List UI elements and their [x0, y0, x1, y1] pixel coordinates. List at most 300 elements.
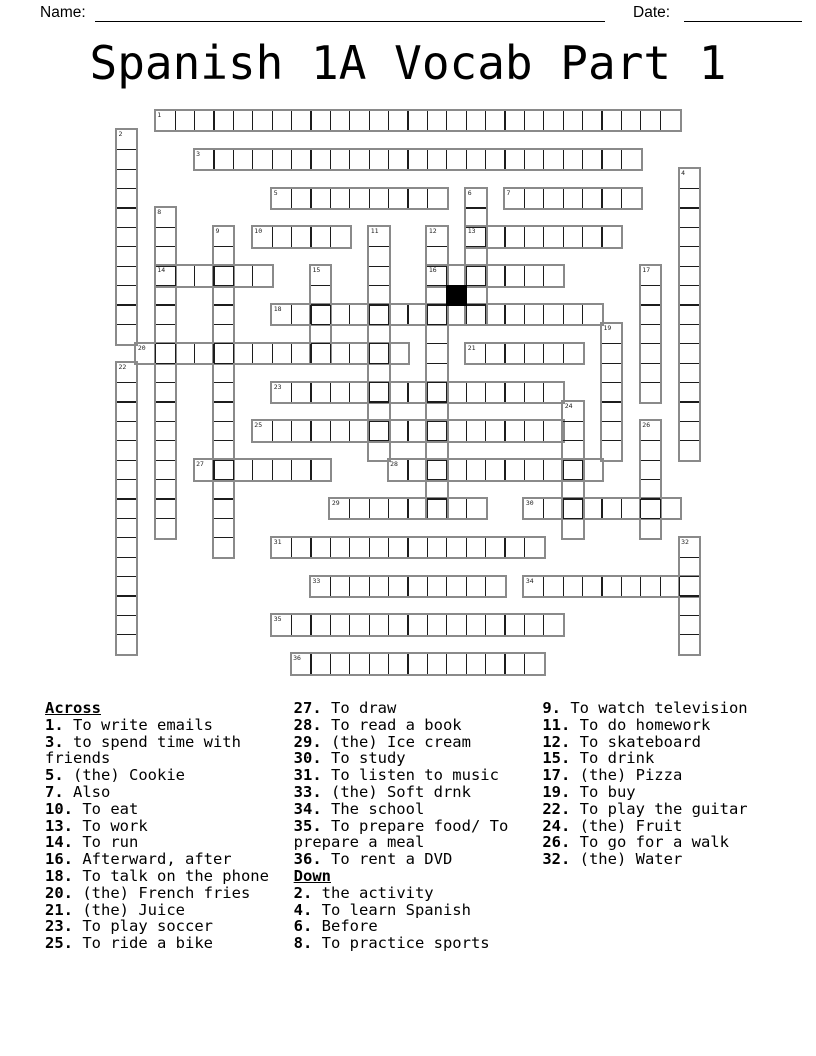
- cell-separator: [407, 654, 408, 673]
- cell-separator: [369, 440, 388, 441]
- cell-number: 36: [293, 654, 301, 663]
- cell-separator: [563, 305, 564, 324]
- cell-separator: [407, 499, 408, 518]
- cell-number: 27: [196, 460, 204, 469]
- word-35-across[interactable]: [270, 613, 565, 636]
- cell-separator: [621, 499, 622, 518]
- cell-separator: [117, 576, 136, 577]
- cell-separator: [214, 440, 233, 441]
- cell-separator: [466, 305, 467, 324]
- cell-separator: [156, 343, 175, 344]
- cell-number: 16: [428, 266, 437, 275]
- cell-separator: [291, 344, 292, 363]
- cell-number: 5: [273, 188, 278, 197]
- cell-separator: [214, 363, 233, 364]
- cell-number: 23: [273, 382, 282, 391]
- cell-separator: [117, 537, 136, 538]
- cell-separator: [291, 383, 292, 402]
- cell-separator: [156, 324, 175, 325]
- cell-separator: [680, 421, 699, 422]
- cell-separator: [310, 538, 311, 557]
- cell-separator: [117, 149, 136, 150]
- cell-separator: [524, 654, 525, 673]
- cell-separator: [582, 150, 583, 169]
- cell-separator: [563, 577, 564, 596]
- cell-separator: [349, 577, 350, 596]
- cell-separator: [213, 266, 214, 285]
- cell-separator: [466, 266, 485, 267]
- cell-separator: [117, 266, 136, 267]
- cell-separator: [582, 189, 583, 208]
- cell-separator: [407, 150, 408, 169]
- cell-separator: [369, 150, 370, 169]
- cell-separator: [407, 305, 408, 324]
- cell-separator: [446, 654, 447, 673]
- clue-across-20: 20. (the) French fries: [45, 883, 251, 902]
- cell-separator: [388, 150, 389, 169]
- cell-separator: [427, 479, 446, 480]
- cell-separator: [466, 285, 485, 286]
- cell-number: 19: [603, 324, 612, 333]
- cell-separator: [504, 460, 505, 479]
- cell-separator: [330, 227, 331, 246]
- clue-across-14: 14. To run: [45, 833, 139, 852]
- cell-separator: [582, 460, 583, 479]
- cell-separator: [369, 383, 370, 402]
- cell-separator: [602, 401, 621, 402]
- cell-separator: [252, 460, 253, 479]
- cell-separator: [175, 111, 176, 130]
- cell-separator: [563, 479, 582, 480]
- cell-separator: [524, 150, 525, 169]
- clue-across-23: 23. To play soccer: [45, 917, 213, 936]
- cell-separator: [330, 383, 331, 402]
- cell-separator: [117, 169, 136, 170]
- cell-separator: [601, 499, 602, 518]
- clue-down-17: 17. (the) Pizza: [542, 766, 683, 785]
- cell-separator: [427, 499, 428, 518]
- cell-separator: [349, 189, 350, 208]
- cell-separator: [524, 460, 525, 479]
- cell-separator: [640, 577, 641, 596]
- cell-separator: [524, 111, 525, 130]
- cell-separator: [427, 577, 428, 596]
- cell-separator: [641, 498, 660, 499]
- cell-separator: [369, 382, 388, 383]
- cell-separator: [602, 382, 621, 383]
- cell-number: 12: [428, 227, 437, 236]
- cell-separator: [485, 344, 486, 363]
- cell-separator: [388, 615, 389, 634]
- cell-separator: [563, 518, 582, 519]
- clue-across-10: 10. To eat: [45, 799, 139, 818]
- cell-separator: [466, 266, 467, 285]
- cell-separator: [680, 246, 699, 247]
- clue-down-6: 6. Before: [293, 917, 378, 936]
- cell-separator: [446, 150, 447, 169]
- cell-separator: [680, 382, 699, 383]
- cell-separator: [485, 227, 486, 246]
- clue-down-9: 9. To watch television: [542, 699, 748, 717]
- cell-separator: [504, 305, 505, 324]
- cell-separator: [349, 499, 350, 518]
- cell-number: 22: [118, 363, 127, 372]
- cell-separator: [291, 189, 292, 208]
- cell-separator: [427, 440, 446, 441]
- cell-separator: [660, 111, 661, 130]
- cell-separator: [543, 615, 544, 634]
- cell-separator: [369, 189, 370, 208]
- cell-number: 20: [137, 343, 146, 352]
- cell-separator: [156, 421, 175, 422]
- cell-separator: [680, 324, 699, 325]
- cell-separator: [641, 440, 660, 441]
- cell-separator: [524, 266, 525, 285]
- cell-separator: [466, 111, 467, 130]
- cell-separator: [524, 538, 525, 557]
- cell-separator: [310, 344, 311, 363]
- cell-separator: [427, 498, 446, 499]
- cell-separator: [330, 615, 331, 634]
- cell-separator: [388, 577, 389, 596]
- cell-separator: [369, 363, 388, 364]
- cell-separator: [117, 304, 136, 305]
- cell-separator: [311, 304, 330, 305]
- cell-separator: [543, 266, 544, 285]
- cell-separator: [485, 577, 486, 596]
- cell-separator: [117, 324, 136, 325]
- cell-separator: [582, 577, 583, 596]
- cell-number: 28: [390, 460, 398, 469]
- cell-separator: [214, 401, 233, 402]
- cell-separator: [213, 460, 214, 479]
- cell-separator: [524, 615, 525, 634]
- cell-separator: [330, 538, 331, 557]
- cell-separator: [349, 654, 350, 673]
- cell-separator: [213, 111, 214, 130]
- cell-separator: [466, 421, 467, 440]
- cell-separator: [601, 111, 602, 130]
- word-2-down[interactable]: [115, 128, 138, 345]
- cell-separator: [680, 285, 699, 286]
- cell-separator: [680, 557, 699, 558]
- cell-number: 6: [467, 188, 472, 197]
- cell-number: 30: [525, 499, 534, 507]
- cell-separator: [291, 150, 292, 169]
- clue-down-32: 32. (the) Water: [542, 850, 683, 869]
- cell-separator: [427, 285, 446, 286]
- cell-separator: [466, 150, 467, 169]
- cell-separator: [543, 305, 544, 324]
- cell-separator: [543, 460, 544, 479]
- cell-separator: [117, 285, 136, 286]
- cell-separator: [233, 266, 234, 285]
- clue-across-13: 13. To work: [45, 816, 148, 835]
- clue-across-31: 31. To listen to music: [293, 766, 499, 785]
- cell-separator: [641, 304, 660, 305]
- cell-separator: [602, 363, 621, 364]
- cell-separator: [427, 421, 446, 422]
- cell-separator: [117, 188, 136, 189]
- cell-separator: [369, 421, 370, 440]
- cell-separator: [156, 363, 175, 364]
- cell-separator: [311, 285, 330, 286]
- cell-separator: [466, 654, 467, 673]
- cell-separator: [543, 383, 544, 402]
- cell-number: 14: [157, 266, 166, 275]
- clue-down-19: 19. To buy: [542, 782, 636, 801]
- cell-separator: [485, 421, 486, 440]
- cell-separator: [310, 111, 311, 130]
- cell-separator: [563, 421, 582, 422]
- cell-separator: [291, 111, 292, 130]
- cell-separator: [563, 440, 582, 441]
- cell-separator: [543, 111, 544, 130]
- clue-down-4: 4. To learn Spanish: [293, 900, 471, 919]
- cell-separator: [388, 499, 389, 518]
- cell-separator: [680, 207, 699, 208]
- cell-separator: [369, 499, 370, 518]
- cell-separator: [601, 227, 602, 246]
- cell-separator: [680, 634, 699, 635]
- cell-separator: [446, 305, 447, 324]
- cell-separator: [621, 150, 622, 169]
- cell-separator: [466, 246, 485, 247]
- cell-separator: [563, 499, 564, 518]
- word-22-down[interactable]: [115, 361, 138, 656]
- cell-separator: [330, 421, 331, 440]
- cell-separator: [680, 595, 699, 596]
- cell-number: 1: [157, 111, 162, 119]
- cell-separator: [543, 227, 544, 246]
- cell-separator: [388, 344, 389, 363]
- word-5-across[interactable]: [270, 187, 449, 210]
- cell-separator: [117, 440, 136, 441]
- cell-separator: [524, 383, 525, 402]
- cell-separator: [214, 498, 233, 499]
- word-23-across[interactable]: [270, 381, 565, 404]
- cell-separator: [156, 382, 175, 383]
- cell-separator: [504, 266, 505, 285]
- cell-separator: [641, 518, 660, 519]
- clue-across-35: 35. To prepare food/ To prepare a meal: [293, 816, 509, 852]
- cell-separator: [407, 615, 408, 634]
- cell-separator: [214, 246, 233, 247]
- clue-across-29: 29. (the) Ice cream: [293, 732, 471, 751]
- cell-separator: [291, 615, 292, 634]
- cell-number: 10: [254, 227, 263, 236]
- cell-separator: [466, 615, 467, 634]
- cell-separator: [233, 460, 234, 479]
- cell-separator: [233, 150, 234, 169]
- clue-across-30: 30. To study: [293, 749, 406, 768]
- cell-separator: [388, 538, 389, 557]
- cell-separator: [311, 343, 330, 344]
- cell-separator: [446, 577, 447, 596]
- cell-separator: [563, 189, 564, 208]
- cell-separator: [369, 285, 388, 286]
- cell-separator: [156, 246, 175, 247]
- cell-separator: [117, 479, 136, 480]
- cell-separator: [485, 460, 486, 479]
- cell-separator: [680, 363, 699, 364]
- cell-separator: [466, 538, 467, 557]
- cell-separator: [175, 266, 176, 285]
- cell-separator: [466, 577, 467, 596]
- cell-separator: [117, 634, 136, 635]
- cell-separator: [641, 382, 660, 383]
- cell-separator: [504, 538, 505, 557]
- word-36-across[interactable]: [290, 652, 546, 675]
- cell-separator: [156, 518, 175, 519]
- cell-separator: [504, 615, 505, 634]
- cell-separator: [602, 440, 621, 441]
- cell-separator: [680, 576, 699, 577]
- cell-separator: [543, 150, 544, 169]
- cell-separator: [330, 150, 331, 169]
- cell-separator: [291, 460, 292, 479]
- cell-separator: [214, 460, 233, 461]
- cell-separator: [214, 285, 233, 286]
- cell-separator: [660, 577, 661, 596]
- cell-number: 9: [215, 227, 220, 236]
- word-8-down[interactable]: [154, 206, 177, 540]
- cell-separator: [427, 654, 428, 673]
- across-heading: Across: [45, 699, 101, 717]
- cell-separator: [446, 421, 447, 440]
- cell-separator: [582, 499, 583, 518]
- cell-separator: [330, 111, 331, 130]
- cell-separator: [369, 266, 388, 267]
- cell-separator: [369, 615, 370, 634]
- cell-separator: [330, 654, 331, 673]
- cell-separator: [214, 266, 233, 267]
- cell-separator: [407, 111, 408, 130]
- cell-separator: [641, 363, 660, 364]
- clue-down-22: 22. To play the guitar: [542, 799, 748, 818]
- cell-separator: [543, 344, 544, 363]
- cell-separator: [427, 304, 446, 305]
- cell-separator: [155, 344, 156, 363]
- cell-separator: [485, 150, 486, 169]
- cell-separator: [349, 383, 350, 402]
- cell-separator: [214, 304, 233, 305]
- cell-separator: [310, 227, 311, 246]
- cell-separator: [311, 324, 330, 325]
- cell-separator: [117, 557, 136, 558]
- cell-separator: [407, 383, 408, 402]
- black-cell: [446, 285, 467, 306]
- cell-separator: [369, 538, 370, 557]
- cell-separator: [272, 227, 273, 246]
- cell-separator: [504, 344, 505, 363]
- cell-separator: [621, 189, 622, 208]
- cell-separator: [641, 285, 660, 286]
- cell-separator: [504, 227, 505, 246]
- cell-separator: [117, 382, 136, 383]
- cell-separator: [504, 654, 505, 673]
- cell-separator: [485, 538, 486, 557]
- cell-separator: [369, 421, 388, 422]
- cell-separator: [214, 382, 233, 383]
- cell-separator: [349, 111, 350, 130]
- cell-number: 29: [331, 499, 340, 507]
- date-label: Date:: [633, 4, 671, 21]
- cell-separator: [369, 324, 388, 325]
- cell-separator: [194, 266, 195, 285]
- cell-separator: [310, 383, 311, 402]
- cell-separator: [485, 383, 486, 402]
- word-4-down[interactable]: [678, 167, 701, 462]
- clue-across-7: 7. Also: [45, 782, 111, 801]
- cell-separator: [485, 305, 486, 324]
- word-3-across[interactable]: [193, 148, 643, 171]
- cell-separator: [117, 401, 136, 402]
- cell-number: 35: [273, 615, 282, 624]
- cell-separator: [291, 227, 292, 246]
- cell-separator: [602, 343, 621, 344]
- cell-separator: [349, 305, 350, 324]
- cell-separator: [543, 421, 544, 440]
- cell-separator: [601, 189, 602, 208]
- cell-separator: [427, 324, 446, 325]
- cell-separator: [117, 421, 136, 422]
- clue-down-11: 11. To do homework: [542, 715, 711, 734]
- cell-separator: [252, 150, 253, 169]
- cell-separator: [680, 401, 699, 402]
- cell-separator: [680, 266, 699, 267]
- cell-separator: [446, 615, 447, 634]
- cell-separator: [214, 324, 233, 325]
- cell-separator: [388, 421, 389, 440]
- clue-down-26: 26. To go for a walk: [542, 833, 729, 852]
- word-34-across[interactable]: [522, 575, 701, 598]
- cell-separator: [524, 189, 525, 208]
- cell-separator: [641, 460, 660, 461]
- word-10-across[interactable]: [251, 225, 352, 248]
- cell-separator: [563, 344, 564, 363]
- cell-separator: [272, 150, 273, 169]
- cell-separator: [330, 344, 331, 363]
- cell-separator: [388, 654, 389, 673]
- cell-separator: [330, 189, 331, 208]
- cell-separator: [117, 460, 136, 461]
- clue-across-28: 28. To read a book: [293, 715, 462, 734]
- cell-separator: [680, 343, 699, 344]
- cell-separator: [156, 498, 175, 499]
- cell-separator: [466, 304, 485, 305]
- cell-number: 17: [642, 266, 651, 275]
- cell-separator: [349, 344, 350, 363]
- cell-separator: [156, 460, 175, 461]
- cell-separator: [214, 343, 233, 344]
- cell-separator: [117, 595, 136, 596]
- cell-separator: [427, 189, 428, 208]
- cell-separator: [117, 227, 136, 228]
- cell-separator: [407, 538, 408, 557]
- cell-separator: [310, 421, 311, 440]
- cell-separator: [621, 577, 622, 596]
- cell-number: 2: [118, 130, 123, 139]
- cell-number: 26: [642, 421, 651, 430]
- clue-across-1: 1. To write emails: [45, 715, 213, 734]
- cell-separator: [349, 538, 350, 557]
- cell-separator: [427, 538, 428, 557]
- cell-separator: [602, 421, 621, 422]
- cell-separator: [349, 150, 350, 169]
- cell-number: 8: [157, 208, 162, 216]
- cell-separator: [427, 383, 428, 402]
